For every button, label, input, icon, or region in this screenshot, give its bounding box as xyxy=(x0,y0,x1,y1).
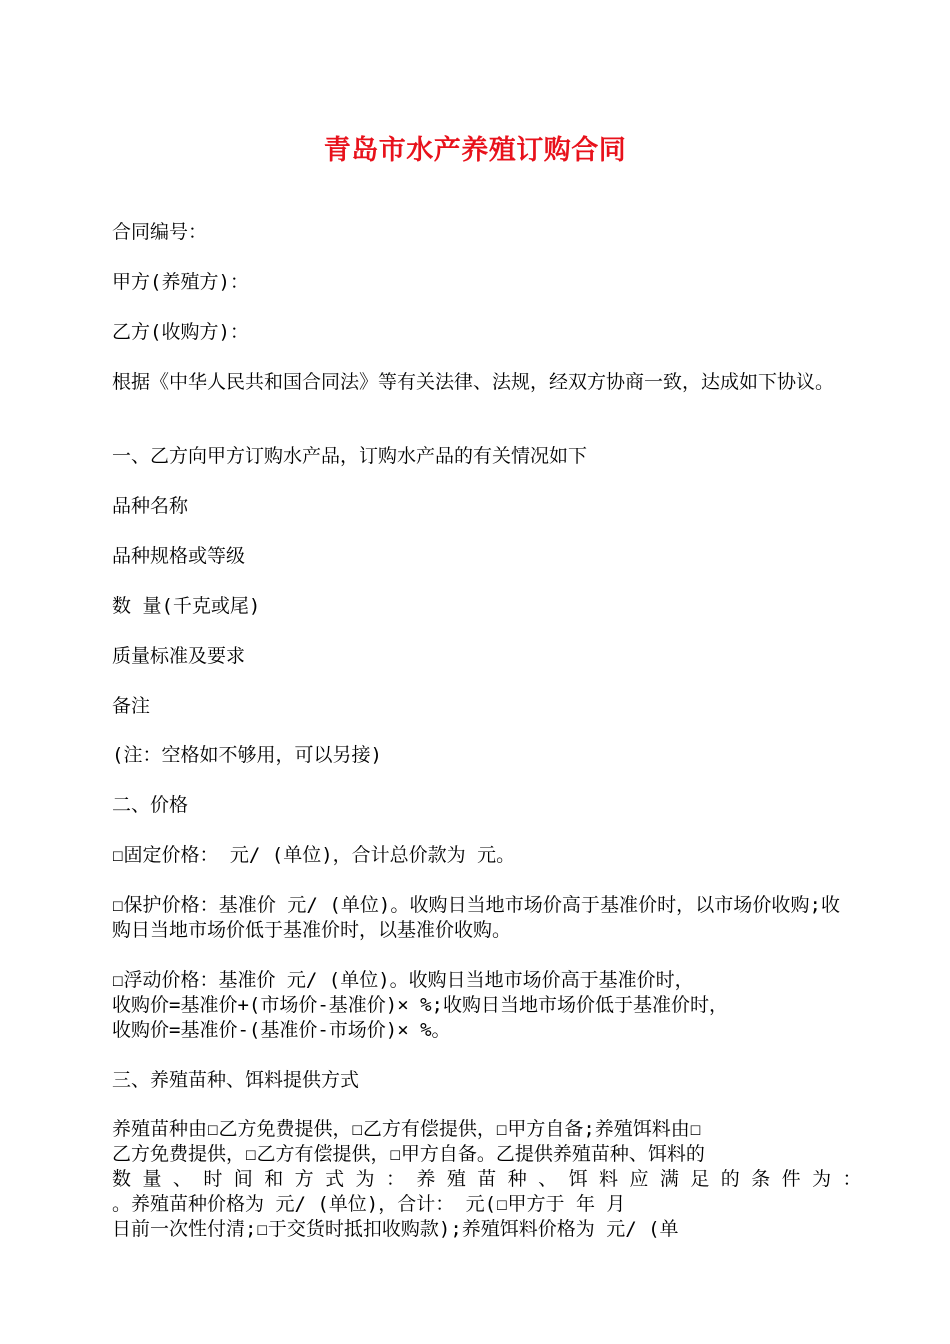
contract-number: 合同编号： xyxy=(112,221,208,243)
supply-line-1: 养殖苗种由☐乙方免费提供，☐乙方有偿提供，☐甲方自备;养殖饵料由☐ xyxy=(112,1118,702,1140)
float-price-line-2: 收购价=基准价+(市场价-基准价)× %;收购日当地市场价低于基准价时， xyxy=(112,994,728,1016)
party-a: 甲方(养殖方)： xyxy=(112,271,249,293)
supply-line-2: 乙方免费提供，☐乙方有偿提供，☐甲方自备。乙提供养殖苗种、饵料的 xyxy=(112,1143,705,1165)
party-b: 乙方(收购方)： xyxy=(112,321,249,343)
quantity-line: 数 量(千克或尾) xyxy=(112,595,261,617)
variety-name: 品种名称 xyxy=(112,495,189,517)
clause-2-heading: 二、价格 xyxy=(112,794,189,816)
supply-line-5: 日前一次性付清;☐于交货时抵扣收购款);养殖饵料价格为 元/ (单 xyxy=(112,1218,679,1240)
document-title: 青岛市水产养殖订购合同 xyxy=(323,135,627,166)
float-price-line-1: ☐浮动价格：基准价 元/ (单位)。收购日当地市场价高于基准价时， xyxy=(112,969,694,991)
supply-line-3: 数 量 、 时 间 和 方 式 为 ： 养 殖 苗 种 、 饵 料 应 满 足 的 条 件 为 ： xyxy=(112,1168,862,1190)
float-price-line-3: 收购价=基准价-(基准价-市场价)× %。 xyxy=(112,1019,451,1041)
clause-3-heading: 三、养殖苗种、饵料提供方式 xyxy=(112,1069,360,1091)
fixed-price-line: ☐固定价格： 元/ (单位)，合计总价款为 元。 xyxy=(112,844,516,866)
note-line: (注：空格如不够用，可以另接) xyxy=(112,744,382,766)
supply-line-4: 。养殖苗种价格为 元/ (单位)，合计： 元(☐甲方于 年 月 xyxy=(112,1193,626,1215)
clause-1-heading: 一、乙方向甲方订购水产品，订购水产品的有关情况如下 xyxy=(112,445,588,467)
quality-line: 质量标准及要求 xyxy=(112,645,246,667)
protect-price-paragraph: ☐保护价格：基准价 元/ (单位)。收购日当地市场价高于基准价时，以市场价收购;收购日当地市场价低于基准价时，以基准价收购。 xyxy=(112,894,840,941)
variety-spec: 品种规格或等级 xyxy=(112,545,246,567)
basis-paragraph: 根据《中华人民共和国合同法》等有关法律、法规，经双方协商一致，达成如下协议。 xyxy=(112,371,835,393)
remarks-line: 备注 xyxy=(112,695,151,717)
